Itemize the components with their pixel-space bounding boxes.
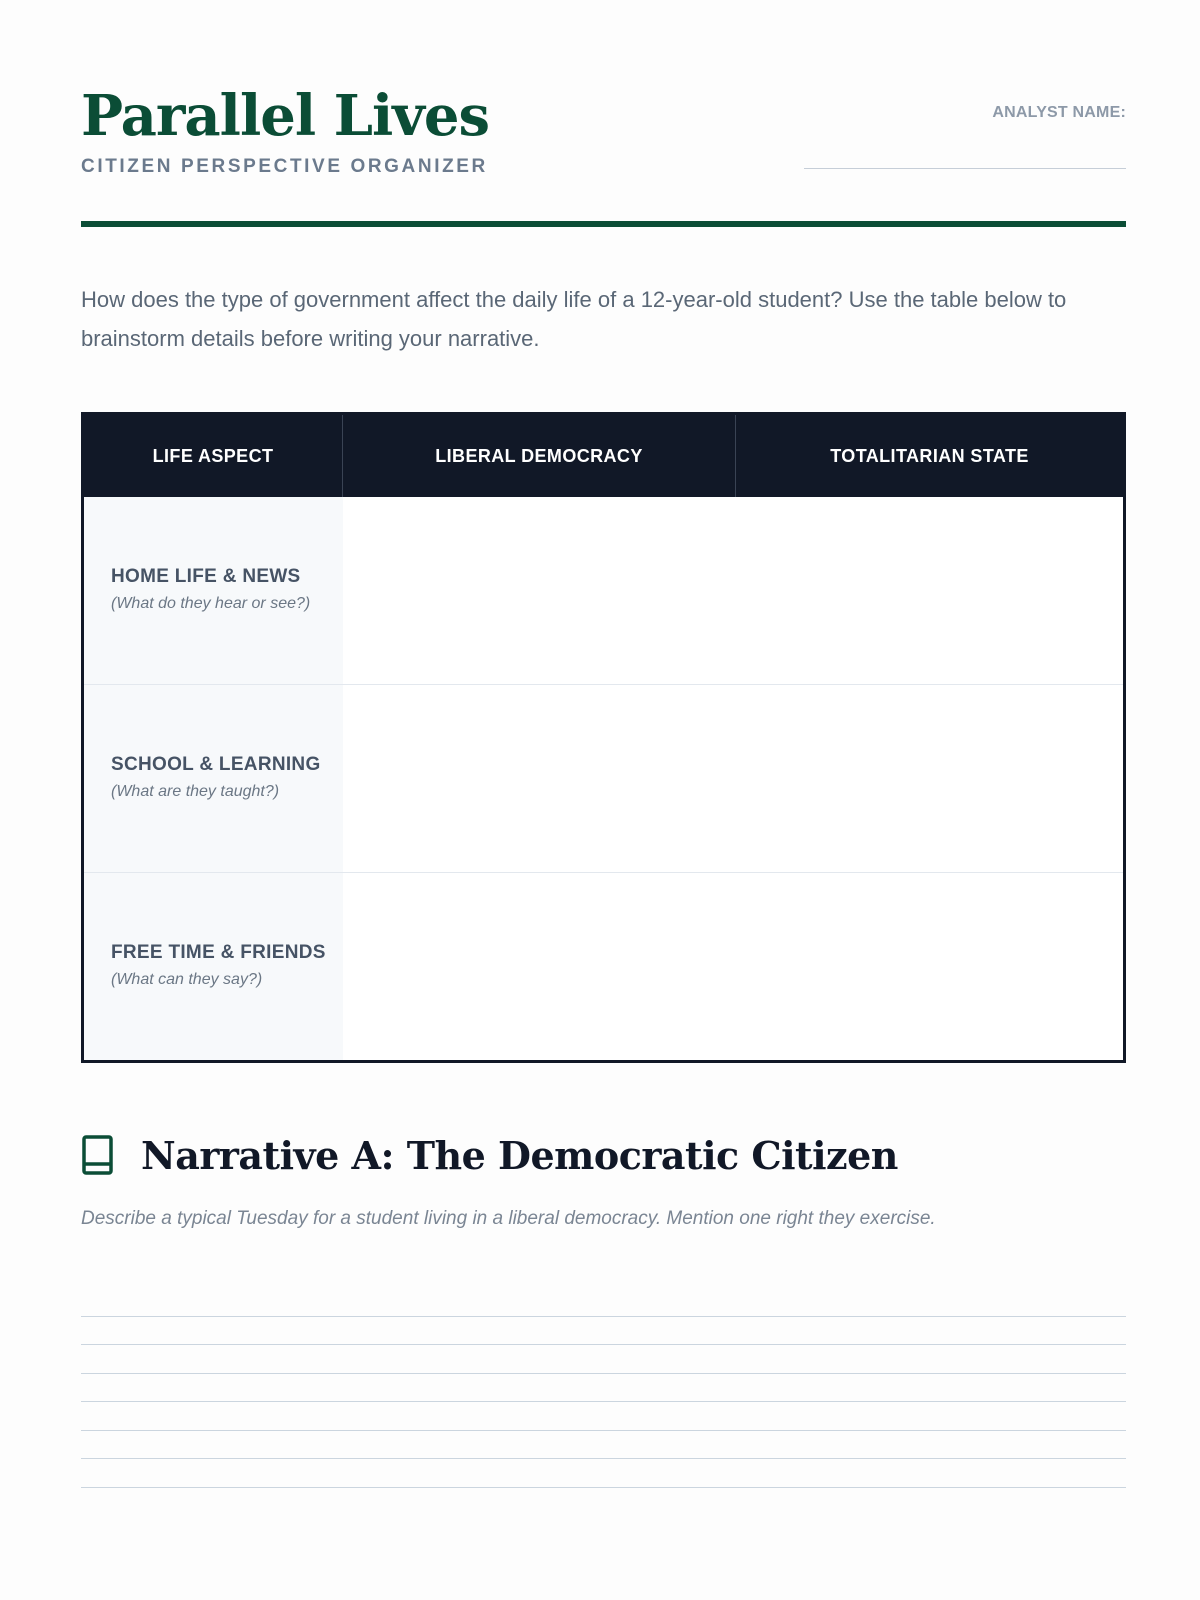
writing-line[interactable] — [81, 1402, 1126, 1431]
totalitarian-cell[interactable] — [736, 685, 1123, 872]
worksheet-header — [81, 82, 1126, 222]
page-title: Parallel Lives — [81, 83, 489, 149]
aspect-cell — [84, 497, 343, 684]
table-header — [84, 415, 1123, 497]
democracy-cell[interactable] — [343, 873, 736, 1060]
intro-text: How does the type of government affect the daily life of a 12-year-old student? Use the table below to brainstorm details before writing your narrative. — [81, 287, 1067, 351]
header-liberal-democracy: LIBERAL DEMOCRACY — [343, 415, 736, 497]
writing-line[interactable] — [81, 1345, 1126, 1374]
aspect-name: SCHOOL & LEARNING — [111, 754, 321, 775]
narrative-prompt: Describe a typical Tuesday for a student living in a liberal democracy. Mention one right they exercise. — [81, 1208, 936, 1229]
comparison-table — [81, 412, 1126, 1063]
narrative-heading — [81, 1130, 898, 1180]
writing-line[interactable] — [81, 1317, 1126, 1346]
narrative-title: Narrative A: The Democratic Citizen — [141, 1132, 898, 1178]
writing-line[interactable] — [81, 1459, 1126, 1488]
analyst-name-label: ANALYST NAME: — [992, 104, 1126, 121]
aspect-hint: (What do they hear or see?) — [111, 595, 311, 612]
totalitarian-cell[interactable] — [736, 873, 1123, 1060]
democracy-cell[interactable] — [343, 685, 736, 872]
page-subtitle: CITIZEN PERSPECTIVE ORGANIZER — [81, 156, 488, 177]
analyst-name-field[interactable] — [804, 168, 1126, 169]
header-totalitarian-state: TOTALITARIAN STATE — [830, 445, 1029, 466]
table-row — [84, 685, 1123, 873]
aspect-cell — [84, 873, 343, 1060]
header-divider — [81, 221, 1126, 227]
aspect-hint: (What are they taught?) — [111, 783, 280, 800]
writing-line[interactable] — [81, 1288, 1126, 1317]
writing-line[interactable] — [81, 1431, 1126, 1460]
book-icon — [81, 1135, 115, 1175]
democracy-cell[interactable] — [343, 497, 736, 684]
writing-line[interactable] — [81, 1374, 1126, 1403]
aspect-cell — [84, 685, 343, 872]
table-row — [84, 497, 1123, 685]
table-row — [84, 873, 1123, 1060]
writing-lines[interactable] — [81, 1288, 1126, 1488]
totalitarian-cell[interactable] — [736, 497, 1123, 684]
aspect-name: FREE TIME & FRIENDS — [111, 942, 326, 963]
aspect-hint: (What can they say?) — [111, 971, 263, 988]
header-life-aspect: LIFE ASPECT — [84, 415, 343, 497]
aspect-name: HOME LIFE & NEWS — [111, 566, 301, 587]
